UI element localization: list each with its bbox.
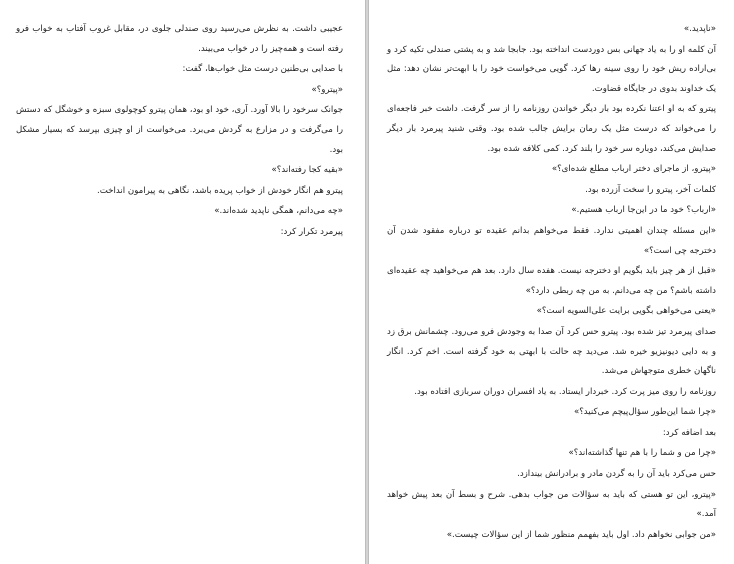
dialogue-line: «چرا من و شما را با هم تنها گذاشته‌اند؟» <box>568 448 716 459</box>
dialogue-line: «یعنی می‌خواهی بگویی برایت علی‌السویه است؟» <box>536 306 716 317</box>
dialogue-line: «چه می‌دانم، همگی ناپدید شده‌اند.» <box>214 206 343 217</box>
right-page-text <box>387 20 716 545</box>
paragraph: پیترو که به او اعتنا نکرده بود بار دیگر خواندن روزنامه را از سر گرفت. داشت خبر فاجعه‌ای را می‌خواند که درست مثل یک رمان برایش جالب شده بود. وقتی شنید پیرمرد بار دیگر صدایش می‌کند، دوباره سر خود را بلند کرد. کمی کلافه شده بود. <box>387 104 716 154</box>
dialogue-line: «من جوابی نخواهم داد. اول باید بفهمم منظور شما از این سؤالات چیست.» <box>446 529 716 540</box>
dialogue-line: «این مسئله چندان اهمیتی ندارد. فقط می‌خواهم بدانم عقیده تو درباره مفقود شدن آن دخترجه چی است؟» <box>387 225 716 256</box>
left-page-text <box>16 20 343 243</box>
paragraph: روزنامه را روی میز پرت کرد. خبردار ایستاد. به یاد افسران دوران سربازی افتاده بود. <box>414 386 716 397</box>
right-page <box>368 0 734 564</box>
dialogue-line: «پیترو، این تو هستی که باید به سؤالات من جواب بدهی. شرح و بسط آن بعد پیش خواهد آمد.» <box>387 489 716 520</box>
paragraph: بعد اضافه کرد: <box>662 427 716 438</box>
dialogue-line: «چرا شما این‌طور سؤال‌پیچم می‌کنید؟» <box>573 407 716 418</box>
dialogue-line: «پیترو؟» <box>311 84 343 95</box>
paragraph: با صدایی بی‌طنین درست مثل خواب‌ها، گفت: <box>182 64 343 75</box>
left-page <box>0 0 366 564</box>
paragraph: صدای پیرمرد تیز شده بود. پیترو حس کرد آن صدا به وجودش فرو می‌رود. چشمانش برق زد و به دایی دیونیزیو خیره شد. می‌دید چه حالت با ابهتی به خود گرفته است. اخم کرد. انگار ناگهان خطری متوجهاش می‌شد. <box>387 326 716 377</box>
paragraph: پیترو هم انگار خودش از خواب پریده باشد، نگاهی به پیرامون انداخت. <box>96 185 343 196</box>
paragraph: کلمات آخر، پیترو را سخت آزرده بود. <box>585 184 716 195</box>
dialogue-line: «پیترو، از ماجرای دختر ارباب مطلع شده‌ای؟» <box>551 164 716 175</box>
dialogue-line: «ارباب؟ خود ما در این‌جا ارباب هستیم.» <box>571 205 716 216</box>
paragraph: حس می‌کرد باید آن را به گردن مادر و برادرانش بیندازد. <box>517 469 716 480</box>
dialogue-line: «بقیه کجا رفته‌اند؟» <box>271 165 343 176</box>
paragraph: جوانک سرخود را بالا آورد. آری، خود او بود، همان پیترو کوچولوی سبزه و خوشگل که دستش را می‌گرفت و در مزارع به گردش می‌برد. می‌خواست از او چیزی بپرسد که بسیار مشکل بود. <box>16 105 343 155</box>
dialogue-line: «قبل از هر چیز باید بگویم او دخترجه نیست. هفده سال دارد. بعد هم می‌خواهید چه عقیده‌ای داشته باشم؟ من چه می‌دانم. به من چه ربطی دارد؟» <box>387 266 716 296</box>
paragraph: آن کلمه او را به یاد جهانی بس دوردست انداخته بود. جابجا شد و به پشتی صندلی تکیه کرد و بی‌اراده ریش خود را روی سینه رها کرد. گویی می‌خواست خود را با ابهت‌تر نشان دهد: مثل یک خداوند بدوی در جایگاه قضاوت. <box>387 44 716 94</box>
paragraph: عجیبی داشت. به نظرش می‌رسید روی صندلی جلوی در، مقابل غروب آفتاب به خواب فرو رفته است و همه‌چیز را در خواب می‌بیند. <box>16 24 343 54</box>
dialogue-line: «ناپدید.» <box>683 24 716 34</box>
paragraph: پیرمرد تکرار کرد: <box>280 226 343 237</box>
